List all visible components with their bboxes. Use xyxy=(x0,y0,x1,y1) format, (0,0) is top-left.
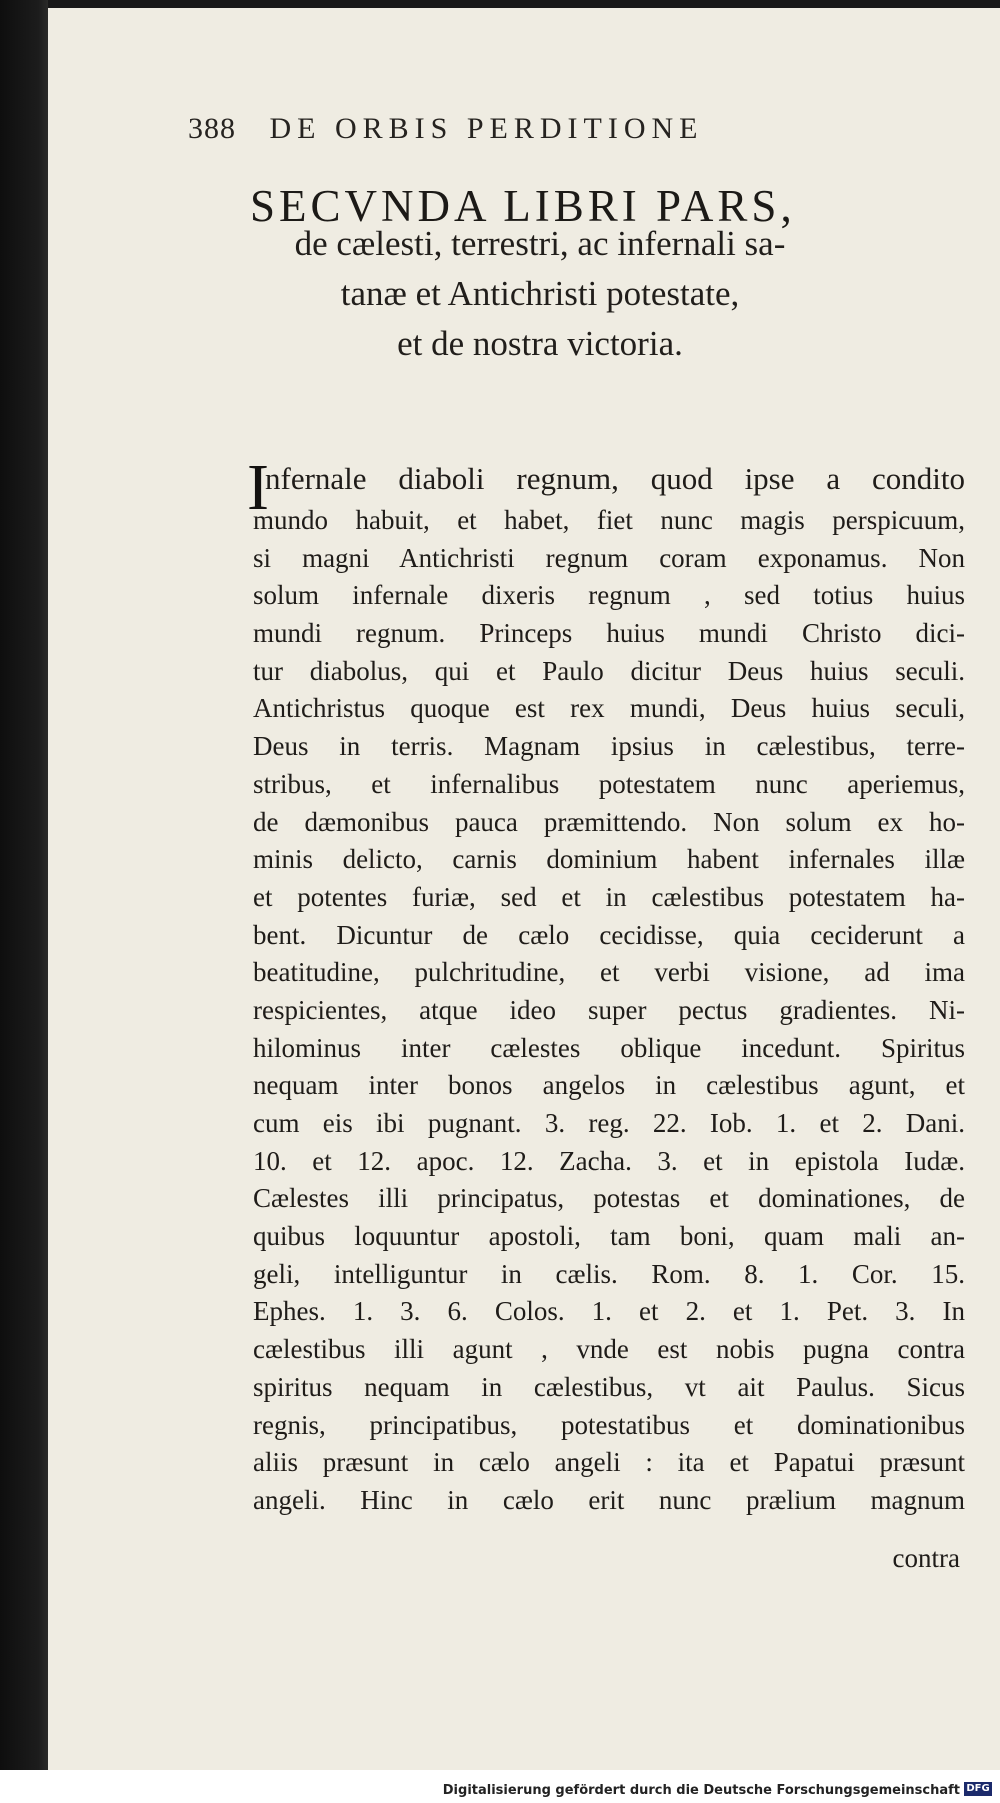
subtitle-line-2: tanæ et Antichristi potestate, xyxy=(340,274,740,313)
catchword: contra xyxy=(892,1543,960,1573)
body-line: Antichristus quoque est rex mundi, Deus huius seculi, xyxy=(253,693,965,724)
body-line: tur diabolus, qui et Paulo dicitur Deus huius seculi. xyxy=(253,655,965,686)
body-line: solum infernale dixeris regnum , sed totius huius xyxy=(253,580,965,611)
body-line: beatitudine, pulchritudine, et verbi visione, ad ima xyxy=(253,957,965,988)
body-line: spiritus nequam in cælestibus, vt ait Paulus. Sicus xyxy=(253,1371,965,1402)
body-line: angeli. Hinc in cælo erit nunc prælium magnum xyxy=(253,1484,965,1515)
body-line: hilominus inter cælestes oblique incedunt. Spiritus xyxy=(253,1032,965,1063)
subtitle-line-1: de cælesti, terrestri, ac infernali sa- xyxy=(294,224,786,263)
body-line: de dæmonibus pauca præmittendo. Non solum ex ho- xyxy=(253,806,965,837)
body-line: minis delicto, carnis dominium habent infernales illæ xyxy=(253,844,965,875)
body-line: et potentes furiæ, sed et in cælestibus potestatem ha- xyxy=(253,881,965,912)
body-line: cum eis ibi pugnant. 3. reg. 22. Iob. 1. et 2. Dani. xyxy=(253,1108,965,1138)
scan-left-edge xyxy=(0,0,48,1803)
body-line: bent. Dicuntur de cælo cecidisse, quia ceciderunt a xyxy=(253,919,965,950)
body-first-line: nfernale diaboli regnum, quod ipse a condito xyxy=(265,461,965,496)
body-line: cælestibus illi agunt , vnde est nobis pugna contra xyxy=(253,1334,965,1365)
subtitle-line-3: et de nostra victoria. xyxy=(397,324,683,363)
body-line: quibus loquuntur apostoli, tam boni, quam mali an- xyxy=(253,1221,965,1252)
page-number: 388 xyxy=(188,112,236,145)
running-header xyxy=(188,112,888,162)
body-line: Cælestes illi principatus, potestas et dominationes, de xyxy=(253,1183,965,1214)
body-line: aliis præsunt in cælo angeli : ita et Papatui præsunt xyxy=(253,1447,965,1478)
body-line: si magni Antichristi regnum coram exponamus. Non xyxy=(253,542,965,573)
body-line: 10. et 12. apoc. 12. Zacha. 3. et in epistola Iudæ. xyxy=(253,1145,965,1176)
body-line: stribus, et infernalibus potestatem nunc aperiemus, xyxy=(253,768,965,799)
section-title: SECVNDA LIBRI PARS, xyxy=(250,181,796,231)
digitization-credit: Digitalisierung gefördert durch die Deutsche Forschungsgemeinschaft xyxy=(442,1783,960,1798)
body-line: mundo habuit, et habet, fiet nunc magis perspicuum, xyxy=(253,505,965,535)
body-line: Ephes. 1. 3. 6. Colos. 1. et 2. et 1. Pet. 3. In xyxy=(253,1296,965,1327)
body-line: regnis, principatibus, potestatibus et dominationibus xyxy=(253,1409,965,1440)
drop-capital: I xyxy=(247,451,269,524)
body-line: respicientes, atque ideo super pectus gradientes. Ni- xyxy=(253,994,965,1025)
running-title: DE ORBIS PERDITIONE xyxy=(269,112,704,145)
body-line: geli, intelliguntur in cælis. Rom. 8. 1. Cor. 15. xyxy=(253,1258,965,1289)
body-line: Deus in terris. Magnam ipsius in cælestibus, terre- xyxy=(253,731,965,762)
body-line: nequam inter bonos angelos in cælestibus agunt, et xyxy=(253,1070,965,1101)
body-text xyxy=(253,460,965,1520)
dfg-logo: DFG xyxy=(964,1782,992,1796)
body-line: mundi regnum. Princeps huius mundi Christo dici- xyxy=(253,618,965,649)
